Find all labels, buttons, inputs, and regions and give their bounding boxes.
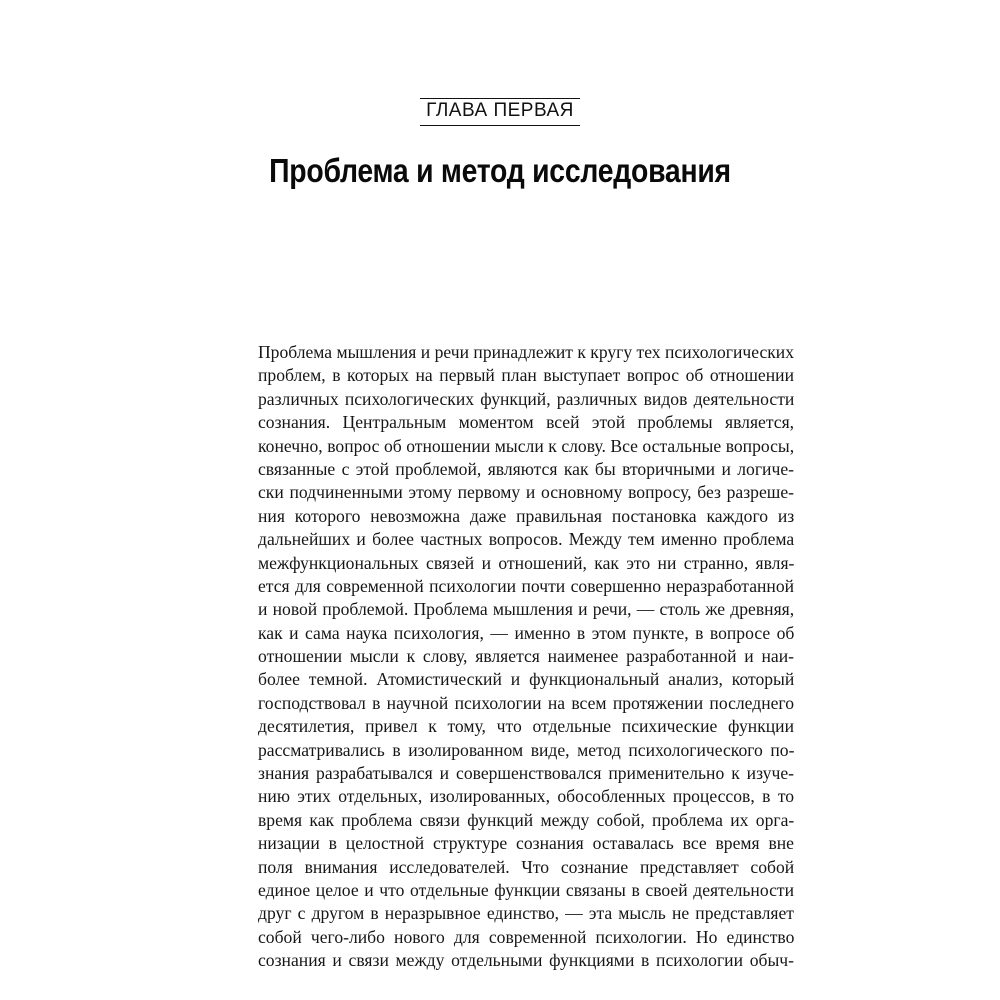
body-line: друг с другом в неразрывное единство, — эта мысль не представляет xyxy=(258,903,794,924)
body-line: поля внимания исследователей. Что сознание представляет собой xyxy=(258,856,794,877)
body-line: нию этих отдельных, изолированных, обособленных процессов, в то xyxy=(258,786,794,807)
body-line: рассматривались в изолированном виде, метод психологического по- xyxy=(258,739,794,760)
body-paragraph xyxy=(258,341,794,973)
body-line: связанные с этой проблемой, являются как бы вторичными и логиче- xyxy=(258,458,794,479)
body-line: отношении мысли к слову, является наименее разработанной и наи- xyxy=(258,646,794,667)
body-line: как и сама наука психология, — именно в этом пункте, в вопросе об xyxy=(258,622,794,643)
body-line: знания разрабатывался и совершенствовался применительно к изуче- xyxy=(258,763,794,784)
body-line: сознания. Центральным моментом всей этой проблемы является, xyxy=(258,412,794,433)
body-line: Проблема мышления и речи принадлежит к кругу тех психологических xyxy=(258,342,794,362)
body-line: господствовал в научной психологии на всем протяжении последнего xyxy=(258,692,794,713)
chapter-title: Проблема и метод исследования xyxy=(269,152,731,189)
body-line: сознания и связи между отдельными функциями в психологии обыч- xyxy=(258,950,794,971)
body-line: низации в целостной структуре сознания оставалась все время вне xyxy=(258,833,794,854)
body-line: различных психологических функций, различных видов деятельности xyxy=(258,388,794,409)
body-line: единое целое и что отдельные функции связаны в своей деятельности xyxy=(258,879,794,900)
body-line: конечно, вопрос об отношении мысли к слову. Все остальные вопросы, xyxy=(258,435,794,456)
body-line: дальнейших и более частных вопросов. Между тем именно проблема xyxy=(258,529,794,550)
body-line: ски подчиненными этому первому и основному вопросу, без разреше- xyxy=(258,482,794,503)
body-line: ется для современной психологии почти совершенно неразработанной xyxy=(258,575,794,596)
chapter-label xyxy=(0,98,1000,126)
body-line: собой чего-либо нового для современной психологии. Но единство xyxy=(258,926,794,947)
body-line: проблем, в которых на первый план выступает вопрос об отношении xyxy=(258,365,794,386)
body-line: ния которого невозможна даже правильная постановка каждого из xyxy=(258,505,794,526)
body-line: межфункциональных связей и отношений, как это ни странно, явля- xyxy=(258,552,794,573)
chapter-label-text: ГЛАВА ПЕРВАЯ xyxy=(420,98,580,126)
body-line: время как проблема связи функций между собой, проблема их орга- xyxy=(258,809,794,830)
body-line: более темной. Атомистический и функциональный анализ, который xyxy=(258,669,794,690)
body-line: десятилетия, привел к тому, что отдельные психические функции xyxy=(258,716,794,737)
body-line: и новой проблемой. Проблема мышления и речи, — столь же древняя, xyxy=(258,599,794,620)
